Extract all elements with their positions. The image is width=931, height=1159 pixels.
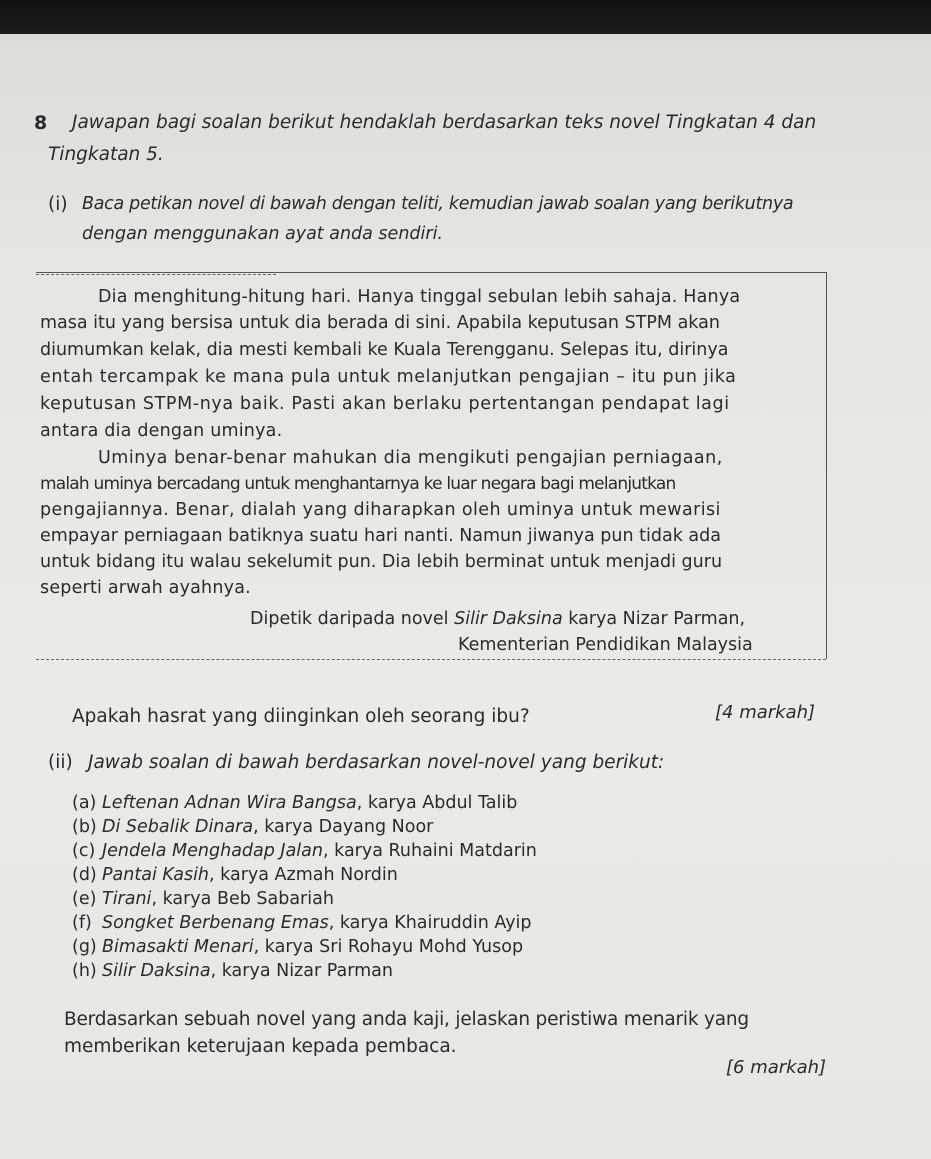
passage-source (250, 609, 745, 629)
novel-title: Di Sebalik Dinara (102, 817, 254, 837)
part-ii-instruction: Jawab soalan di bawah berdasarkan novel-novel yang berikut: (88, 752, 665, 773)
novel-author: , karya Nizar Parman (210, 961, 393, 981)
part-i-instruction-line-1: Baca petikan novel di bawah dengan teliti, kemudian jawab soalan yang berikutnya (82, 194, 794, 214)
passage-line: seperti arwah ayahnya. (40, 578, 251, 598)
passage-line: entah tercampak ke mana pula untuk melanjutkan pengajian – itu pun jika (40, 367, 737, 387)
novel-item (72, 817, 433, 837)
novel-title: Bimasakti Menari (102, 937, 254, 957)
novel-title: Jendela Menghadap Jalan (102, 841, 323, 861)
novel-author: , karya Abdul Talib (356, 793, 518, 813)
passage-line: Uminya benar-benar mahukan dia mengikuti pengajian perniagaan, (98, 448, 723, 468)
source-suffix: karya Nizar Parman, (562, 609, 746, 629)
passage-line: diumumkan kelak, dia mesti kembali ke Kuala Terengganu. Selepas itu, dirinya (40, 340, 729, 360)
part-i-label: (i) (48, 194, 68, 215)
novel-title: Silir Daksina (102, 961, 211, 981)
novel-item (72, 793, 517, 813)
novel-label: (d) (72, 865, 97, 885)
part-i-marks: [4 markah] (715, 702, 816, 723)
novel-item (72, 913, 532, 933)
novel-item (72, 937, 523, 957)
passage-line: Dia menghitung-hitung hari. Hanya tinggal sebulan lebih sahaja. Hanya (98, 287, 741, 307)
source-prefix: Dipetik daripada novel (250, 609, 455, 629)
novel-item (72, 865, 398, 885)
passage-box-bottom-dash (36, 659, 826, 660)
novel-item (72, 841, 537, 861)
novel-title: Songket Berbenang Emas (102, 913, 329, 933)
novel-author: , karya Sri Rohayu Mohd Yusop (253, 937, 524, 957)
question-intro-line-1: Jawapan bagi soalan berikut hendaklah berdasarkan teks novel Tingkatan 4 dan (72, 112, 817, 133)
passage-line: masa itu yang bersisa untuk dia berada di sini. Apabila keputusan STPM akan (40, 313, 720, 333)
novel-title: Tirani (102, 889, 152, 909)
passage-line: malah uminya bercadang untuk menghantarnya ke luar negara bagi melanjutkan (40, 474, 676, 494)
novel-label: (h) (72, 961, 97, 981)
novel-label: (f) (72, 913, 92, 933)
novel-label: (e) (72, 889, 97, 909)
novel-title: Leftenan Adnan Wira Bangsa (102, 793, 357, 813)
part-i-question: Apakah hasrat yang diinginkan oleh seorang ibu? (72, 706, 530, 727)
novel-item (72, 889, 334, 909)
novel-author: , karya Azmah Nordin (209, 865, 398, 885)
novel-author: , karya Ruhaini Matdarin (323, 841, 537, 861)
part-ii-marks: [6 markah] (726, 1057, 827, 1078)
novel-label: (a) (72, 793, 97, 813)
part-ii-label: (ii) (48, 752, 73, 773)
novel-author: , karya Khairuddin Ayip (328, 913, 532, 933)
question-number: 8 (34, 112, 48, 134)
part-ii-question-line-1: Berdasarkan sebuah novel yang anda kaji, jelaskan peristiwa menarik yang (64, 1009, 749, 1030)
passage-line: antara dia dengan uminya. (40, 421, 283, 441)
novel-item (72, 961, 393, 981)
passage-line: empayar perniagaan batiknya suatu hari nanti. Namun jiwanya pun tidak ada (40, 526, 721, 546)
passage-line: keputusan STPM-nya baik. Pasti akan berlaku pertentangan pendapat lagi (40, 394, 730, 414)
passage-line: untuk bidang itu walau sekelumit pun. Dia lebih berminat untuk menjadi guru (40, 552, 723, 572)
novel-label: (c) (72, 841, 96, 861)
novel-title: Pantai Kasih (102, 865, 210, 885)
novel-label: (b) (72, 817, 97, 837)
part-i-instruction-line-2: dengan menggunakan ayat anda sendiri. (82, 224, 443, 244)
source-title: Silir Daksina (454, 609, 563, 629)
part-ii-question-line-2: memberikan keterujaan kepada pembaca. (64, 1036, 457, 1057)
source-publisher: Kementerian Pendidikan Malaysia (458, 635, 753, 655)
novel-label: (g) (72, 937, 97, 957)
novel-author: , karya Beb Sabariah (151, 889, 334, 909)
passage-line: pengajiannya. Benar, dialah yang diharapkan oleh uminya untuk mewarisi (40, 500, 721, 520)
question-intro-line-2: Tingkatan 5. (48, 144, 164, 165)
novel-author: , karya Dayang Noor (253, 817, 434, 837)
passage-box-top-dash (36, 274, 276, 275)
